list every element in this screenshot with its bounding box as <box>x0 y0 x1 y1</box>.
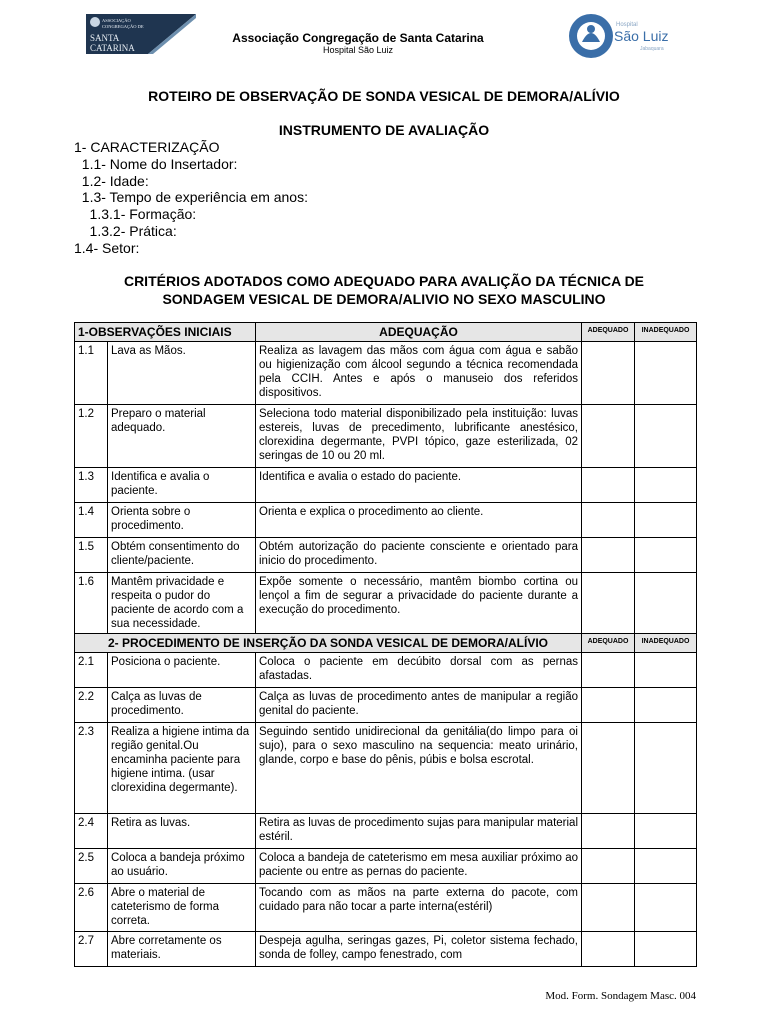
table-row <box>75 653 697 688</box>
inadequate-check-cell[interactable] <box>635 468 697 503</box>
adequacy-criteria: Calça as luvas de procedimento antes de manipular a região genital do paciente. <box>256 688 582 723</box>
svg-text:Hospital: Hospital <box>616 22 638 28</box>
observation-item: Realiza a higiene intima da região genital.Ou encaminha paciente para higiene intima. (usar clorexidina degermante). <box>108 723 256 814</box>
row-number: 1.5 <box>75 538 108 573</box>
inadequate-check-cell[interactable] <box>635 814 697 849</box>
row-number: 2.5 <box>75 849 108 884</box>
characterization-line: 1.3.1- Formação: <box>74 206 197 223</box>
table-row <box>75 884 697 932</box>
adequate-check-cell[interactable] <box>582 849 635 884</box>
observation-item: Calça as luvas de procedimento. <box>108 688 256 723</box>
adequate-check-cell[interactable] <box>582 688 635 723</box>
document-subtitle: INSTRUMENTO DE AVALIAÇÃO <box>278 122 490 138</box>
adequate-check-cell[interactable] <box>582 503 635 538</box>
row-number: 1.1 <box>75 342 108 405</box>
observation-item: Identifica e avalia o paciente. <box>108 468 256 503</box>
table-row <box>75 573 697 634</box>
svg-text:CATARINA: CATARINA <box>90 43 135 53</box>
adequacy-criteria: Seguindo sentido unidirecional da genitália(do limpo para oi sujo), para o sexo masculino na sequencia: meato urinário, glande, corpo e base do pênis, púbis e bolsa escrotal. <box>256 723 582 814</box>
hospital-name: Hospital São Luiz <box>322 45 394 55</box>
observation-item: Orienta sobre o procedimento. <box>108 503 256 538</box>
inadequate-column-header: INADEQUADO <box>635 634 697 653</box>
criteria-title <box>0 272 768 308</box>
inadequate-check-cell[interactable] <box>635 884 697 932</box>
adequacy-criteria: Tocando com as mãos na parte externa do pacote, com cuidado para não tocar a parte interna(estéril) <box>256 884 582 932</box>
inadequate-check-cell[interactable] <box>635 573 697 634</box>
characterization-line: 1.1- Nome do Insertador: <box>74 155 238 172</box>
criteria-title-line: CRITÉRIOS ADOTADOS COMO ADEQUADO PARA AVALIÇÃO DA TÉCNICA DE <box>123 273 645 289</box>
table-row <box>75 538 697 573</box>
adequacy-criteria: Coloca o paciente em decúbito dorsal com as pernas afastadas. <box>256 653 582 688</box>
adequacy-header: ADEQUAÇÃO <box>256 323 582 342</box>
inadequate-check-cell[interactable] <box>635 849 697 884</box>
adequacy-criteria: Orienta e explica o procedimento ao cliente. <box>256 503 582 538</box>
adequacy-criteria: Obtém autorização do paciente consciente e orientado para inicio do procedimento. <box>256 538 582 573</box>
inadequate-check-cell[interactable] <box>635 653 697 688</box>
observation-item: Abre o material de cateterismo de forma correta. <box>108 884 256 932</box>
row-number: 2.1 <box>75 653 108 688</box>
svg-text:SANTA: SANTA <box>90 33 120 43</box>
row-number: 2.6 <box>75 884 108 932</box>
inadequate-check-cell[interactable] <box>635 932 697 967</box>
characterization-line: 1.3.2- Prática: <box>74 222 177 239</box>
characterization-line: 1.3- Tempo de experiência em anos: <box>74 189 308 206</box>
svg-text:São Luiz: São Luiz <box>614 28 669 44</box>
adequacy-criteria: Retira as luvas de procedimento sujas para manipular material estéril. <box>256 814 582 849</box>
row-number: 1.3 <box>75 468 108 503</box>
characterization-section <box>74 139 308 257</box>
observation-item: Retira as luvas. <box>108 814 256 849</box>
adequate-check-cell[interactable] <box>582 723 635 814</box>
row-number: 2.2 <box>75 688 108 723</box>
adequate-check-cell[interactable] <box>582 814 635 849</box>
adequate-check-cell[interactable] <box>582 884 635 932</box>
document-title: ROTEIRO DE OBSERVAÇÃO DE SONDA VESICAL DE DEMORA/ALÍVIO <box>148 88 620 104</box>
adequacy-criteria: Identifica e avalia o estado do paciente. <box>256 468 582 503</box>
adequate-column-header: ADEQUADO <box>582 634 635 653</box>
adequacy-criteria: Realiza as lavagem das mãos com água com água e sabão ou higienização com álcool segundo a técnica recomendada pela CCIH. Antes e após o manuseio dos referidos dispositivos. <box>256 342 582 405</box>
adequate-check-cell[interactable] <box>582 405 635 468</box>
table-row <box>75 342 697 405</box>
inadequate-check-cell[interactable] <box>635 723 697 814</box>
table-row <box>75 849 697 884</box>
observation-item: Abre corretamente os materiais. <box>108 932 256 967</box>
table-section-header <box>75 323 697 342</box>
observation-item: Preparo o material adequado. <box>108 405 256 468</box>
section-title: 1-OBSERVAÇÕES INICIAIS <box>75 323 256 342</box>
adequacy-criteria: Coloca a bandeja de cateterismo em mesa auxiliar próximo ao paciente ou entre as pernas do paciente. <box>256 849 582 884</box>
observation-item: Lava as Mãos. <box>108 342 256 405</box>
svg-text:CONGREGAÇÃO DE: CONGREGAÇÃO DE <box>102 24 144 29</box>
criteria-title-line: SONDAGEM VESICAL DE DEMORA/ALIVIO NO SEXO MASCULINO <box>162 291 606 307</box>
observation-item: Posiciona o paciente. <box>108 653 256 688</box>
inadequate-check-cell[interactable] <box>635 405 697 468</box>
table-row <box>75 503 697 538</box>
row-number: 2.7 <box>75 932 108 967</box>
row-number: 1.6 <box>75 573 108 634</box>
characterization-line: 1.2- Idade: <box>74 172 149 189</box>
section-title: 2- PROCEDIMENTO DE INSERÇÃO DA SONDA VESICAL DE DEMORA/ALÍVIO <box>75 634 582 653</box>
adequate-check-cell[interactable] <box>582 538 635 573</box>
observation-item: Obtém consentimento do cliente/paciente. <box>108 538 256 573</box>
row-number: 2.3 <box>75 723 108 814</box>
inadequate-check-cell[interactable] <box>635 688 697 723</box>
inadequate-column-header: INADEQUADO <box>635 323 697 342</box>
adequate-check-cell[interactable] <box>582 653 635 688</box>
table-row <box>75 814 697 849</box>
adequacy-criteria: Despeja agulha, seringas gazes, Pi, coletor sistema fechado, sonda de folley, campo fenestrado, com <box>256 932 582 967</box>
adequate-check-cell[interactable] <box>582 932 635 967</box>
table-section-header <box>75 634 697 653</box>
row-number: 2.4 <box>75 814 108 849</box>
svg-text:Jabaquara: Jabaquara <box>640 46 664 52</box>
inadequate-check-cell[interactable] <box>635 538 697 573</box>
inadequate-check-cell[interactable] <box>635 503 697 538</box>
table-row <box>75 932 697 967</box>
table-row <box>75 688 697 723</box>
svg-text:ASSOCIAÇÃO: ASSOCIAÇÃO <box>102 18 131 23</box>
table-row <box>75 723 697 814</box>
table-row <box>75 468 697 503</box>
adequacy-criteria: Expõe somente o necessário, mantêm biombo cortina ou lençol a fim de segurar a privacidade do paciente durante a execução do procedimento. <box>256 573 582 634</box>
table-row <box>75 405 697 468</box>
hospital-logo <box>568 12 674 60</box>
adequate-check-cell[interactable] <box>582 342 635 405</box>
form-code: Mod. Form. Sondagem Masc. 004 <box>545 990 696 1002</box>
row-number: 1.2 <box>75 405 108 468</box>
adequate-check-cell[interactable] <box>582 573 635 634</box>
observation-item: Mantêm privacidade e respeita o pudor do paciente de acordo com a sua necessidade. <box>108 573 256 634</box>
adequate-column-header: ADEQUADO <box>582 323 635 342</box>
adequacy-criteria: Seleciona todo material disponibilizado pela instituição: luvas estereis, luvas de precedimento, lubrificante anestésico, clorexidina degermante, PVPI tópico, gaze esterilizada, 02 seringas de 10 ou 20 ml. <box>256 405 582 468</box>
characterization-line: 1.4- Setor: <box>74 239 140 256</box>
evaluation-table <box>74 322 697 967</box>
organization-name: Associação Congregação de Santa Catarina <box>232 31 484 45</box>
row-number: 1.4 <box>75 503 108 538</box>
adequate-check-cell[interactable] <box>582 468 635 503</box>
observation-item: Coloca a bandeja próximo ao usuário. <box>108 849 256 884</box>
inadequate-check-cell[interactable] <box>635 342 697 405</box>
characterization-line: 1- CARACTERIZAÇÃO <box>74 139 220 155</box>
